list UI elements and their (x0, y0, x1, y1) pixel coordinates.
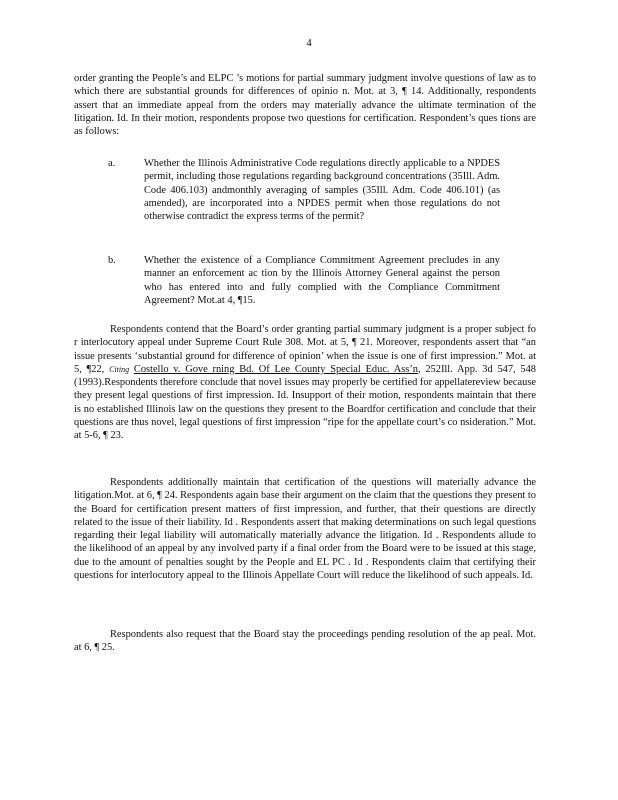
citing-signal: Citing (109, 364, 130, 374)
question-b-text: Whether the existence of a Compliance Commitment Agreement precludes in any manner an enforcement ac tion by the Illinois Attorney General against the person who has entered into and fully complied with the Compliance Commitment Agreement? Mot.at 4, ¶15. (144, 255, 500, 306)
paragraph-advance-litigation (74, 476, 536, 582)
page-number: 4 (306, 37, 312, 49)
paragraph-stay-request (74, 628, 536, 655)
question-a-text: Whether the Illinois Administrative Code regulations directly applicable to a NPDES permit, including those regulations regarding background concentrations (35Ill. Adm. Code 406.103) andmonthly averaging of samples (35Ill. Adm. Code 406.101) (as amended), are incorporated into a NPDES permit when those regulations do not otherwise contradict the express terms of the permit? (144, 158, 500, 223)
paragraph-3-text: Respondents additionally maintain that certification of the questions will materially advance the litigation.Mot. at 6, ¶ 24. Respondents again base their argument on the claim that the questions they present to the Board for certification present matters of first impression, and further, that their questions are directly related to the issue of their liability. Id . Respondents assert that making determinations on such legal questions regarding their legal liability will automatically materially advance the litigation. Id . Respondents allude to the likelihood of an appeal by any involved party if a final order from the Board were to be issued at this stage, due to the amount of penalties sought by the People and EL PC . Id . Respondents claim that certifying their questions for interlocutory appeal to the Illinois Appellate Court will reduce the likelihood of such appeals. Id. (74, 477, 536, 582)
case-citation: Costello v. Gove rning Bd. Of Lee County Special Educ. Ass’n (133, 363, 418, 375)
paragraph-intro-text: order granting the People’s and ELPC ’s motions for partial summary judgment involve questions of law as to which there are substantial grounds for differences of opinio n. Mot. at 3, ¶ 14. Additionally, respondents assert that an immediate appeal from the orders may materially advance the ultimate termination of the litigation. Id. In their motion, respondents propose two questions for certification. Respondent’s ques tions are as follows: (74, 73, 536, 138)
question-a-letter: a. (108, 158, 116, 169)
paragraph-substantial-ground (74, 323, 536, 443)
paragraph-2-text-after: , 252Ill. App. 3d 547, 548 (1993).Respondents therefore conclude that novel issues may properly be certified for appellatereview because they present legal questions of first impression. Id. Insupport of their motion, respondents maintain that there is no established Illinois law on the questions they present to the Boardfor certification and conclude that their questions are thus novel, legal questions of first impression “ripe for the appellate court’s co nsideration.” Mot. at 5-6, ¶ 23. (74, 363, 536, 442)
paragraph-2-text-before: Respondents contend that the Board’s order granting partial summary judgment is a proper subject fo r interlocutory appeal under Supreme Court Rule 308. Mot. at 5, ¶ 21. Moreover, respondents assert that “an issue presents ‘substantial ground for difference of opinion’ when the issue is one of first impression.” Mot. at 5, ¶22, (74, 324, 536, 375)
paragraph-intro (74, 72, 536, 138)
paragraph-4-text: Respondents also request that the Board stay the proceedings pending resolution of the ap peal. Mot. at 6, ¶ 25. (74, 629, 536, 654)
question-b-letter: b. (108, 255, 116, 266)
